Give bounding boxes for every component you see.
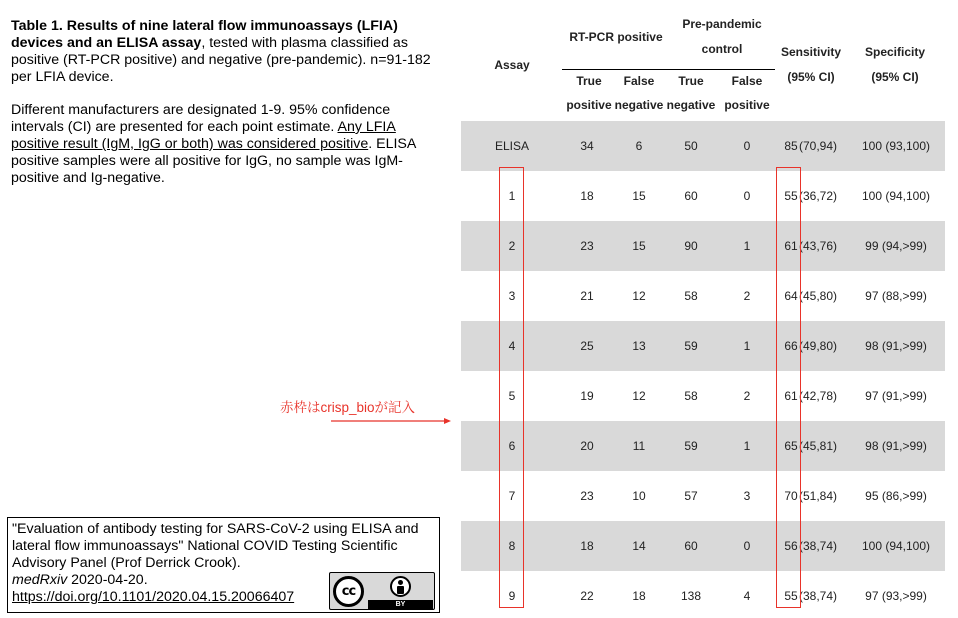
header-false-negative-2: negative (614, 98, 664, 112)
cell-sensitivity-ci: (38,74) (799, 589, 838, 603)
cell-sensitivity: 64 (784, 289, 798, 303)
header-true-negative-2: negative (666, 98, 716, 112)
header-rtpcr-positive: RT-PCR positive (569, 30, 663, 44)
table-row (461, 271, 945, 321)
caption-paragraph-2 (11, 102, 441, 187)
cell-sensitivity-ci: (49,80) (799, 339, 838, 353)
cc-by-license-badge[interactable] (329, 572, 435, 610)
table-row (461, 471, 945, 521)
cell-false-positive: 1 (743, 339, 751, 353)
header-false-positive-2: positive (724, 98, 770, 112)
cell-assay: 7 (508, 489, 516, 503)
cell-sensitivity-ci: (45,80) (799, 289, 838, 303)
cell-sensitivity: 55 (784, 189, 798, 203)
cell-sensitivity: 55 (784, 589, 798, 603)
header-assay: Assay (494, 58, 530, 72)
table-row (461, 371, 945, 421)
citation-text: "Evaluation of antibody testing for SARS-CoV-2 using ELISA and lateral flow immunoassays" National COVID Testing Scientific Advisory Panel (Prof Derrick Crook). (12, 521, 419, 571)
header-true-negative: True (678, 74, 704, 88)
cell-sensitivity: 61 (784, 389, 798, 403)
red-annotation-text: 赤枠はcrisp_bioが記入 (280, 400, 416, 415)
cell-sensitivity-ci: (45,81) (799, 439, 838, 453)
header-sensitivity-ci: (95% CI) (787, 70, 835, 84)
cell-false-positive: 0 (743, 189, 751, 203)
cell-true-positive: 21 (580, 289, 594, 303)
cell-specificity: 98 (91,>99) (865, 439, 927, 453)
header-rule (562, 69, 775, 70)
cell-assay: 1 (508, 189, 516, 203)
table-row (461, 571, 945, 618)
caption-title: Table 1. Results of nine lateral flow immunoassays (LFIA) devices and an ELISA assay (11, 18, 398, 51)
header-false-negative: False (623, 74, 655, 88)
caption-para2-a: Different manufacturers are designated 1-9. 95% confidence intervals (CI) are presented for each point estimate. (11, 102, 391, 135)
citation-journal: medRxiv (12, 572, 68, 588)
caption-paragraph-1 (11, 18, 441, 86)
cell-sensitivity-ci: (38,74) (799, 539, 838, 553)
cell-false-negative: 12 (632, 289, 646, 303)
cell-specificity: 100 (94,100) (861, 539, 931, 553)
cell-specificity: 97 (91,>99) (865, 389, 927, 403)
table-row (461, 521, 945, 571)
cell-sensitivity: 65 (784, 439, 798, 453)
cell-assay: 3 (508, 289, 516, 303)
header-control: control (701, 42, 743, 56)
cell-false-negative: 6 (635, 139, 643, 153)
cell-assay: 4 (508, 339, 516, 353)
cell-false-positive: 3 (743, 489, 751, 503)
cell-false-positive: 2 (743, 389, 751, 403)
cell-true-positive: 23 (580, 489, 594, 503)
header-specificity: Specificity (864, 45, 926, 59)
cell-specificity: 97 (93,>99) (865, 589, 927, 603)
cc-icon: cc (333, 576, 364, 607)
cell-true-positive: 34 (580, 139, 594, 153)
cell-true-negative: 60 (684, 539, 698, 553)
by-label: BY (368, 600, 433, 609)
cell-sensitivity-ci: (51,84) (799, 489, 838, 503)
cell-false-positive: 0 (743, 139, 751, 153)
header-false-positive: False (731, 74, 763, 88)
cell-false-negative: 15 (632, 239, 646, 253)
cell-false-negative: 12 (632, 389, 646, 403)
cell-true-positive: 19 (580, 389, 594, 403)
cell-false-positive: 4 (743, 589, 751, 603)
cell-true-negative: 50 (684, 139, 698, 153)
cell-true-positive: 23 (580, 239, 594, 253)
cell-true-positive: 25 (580, 339, 594, 353)
header-sensitivity: Sensitivity (780, 45, 842, 59)
header-true-positive: True (576, 74, 602, 88)
annotation-arrow-icon (331, 414, 451, 428)
cell-specificity: 100 (94,100) (861, 189, 931, 203)
cell-assay: ELISA (494, 139, 530, 153)
citation-doi-link[interactable]: https://doi.org/10.1101/2020.04.15.20066407 (12, 589, 295, 605)
cell-false-negative: 18 (632, 589, 646, 603)
cell-sensitivity-ci: (36,72) (799, 189, 838, 203)
red-highlight-box-assay (499, 167, 524, 608)
cell-specificity: 98 (91,>99) (865, 339, 927, 353)
cell-assay: 5 (508, 389, 516, 403)
cell-true-positive: 22 (580, 589, 594, 603)
table-row (461, 221, 945, 271)
cell-assay: 9 (508, 589, 516, 603)
cell-sensitivity-ci: (42,78) (799, 389, 838, 403)
red-highlight-box-sensitivity (776, 167, 801, 608)
cell-specificity: 100 (93,100) (861, 139, 931, 153)
table-row (461, 421, 945, 471)
attribution-person-icon (390, 576, 411, 597)
cell-false-positive: 1 (743, 439, 751, 453)
cell-false-negative: 15 (632, 189, 646, 203)
header-specificity-ci: (95% CI) (871, 70, 919, 84)
cell-true-negative: 59 (684, 339, 698, 353)
cell-sensitivity: 56 (784, 539, 798, 553)
cell-specificity: 99 (94,>99) (865, 239, 927, 253)
cell-false-positive: 2 (743, 289, 751, 303)
cell-assay: 8 (508, 539, 516, 553)
cell-sensitivity-ci: (43,76) (799, 239, 838, 253)
cell-specificity: 95 (86,>99) (865, 489, 927, 503)
caption-para2-b: . ELISA positive samples were all positive for IgG, no sample was IgM-positive and Ig-negative. (11, 136, 416, 186)
cell-false-positive: 1 (743, 239, 751, 253)
cell-false-positive: 0 (743, 539, 751, 553)
caption-para2-underlined: Any LFIA positive result (IgM, IgG or both) was considered positive (11, 119, 396, 152)
table-caption (11, 18, 441, 187)
cell-specificity: 97 (88,>99) (865, 289, 927, 303)
table-row (461, 321, 945, 371)
cell-sensitivity: 66 (784, 339, 798, 353)
caption-title-rest: , tested with plasma classified as positive (RT-PCR positive) and negative (pre-pandemic). n=91-182 per LFIA device. (11, 35, 431, 85)
cell-true-negative: 58 (684, 289, 698, 303)
cell-sensitivity: 85 (784, 139, 798, 153)
citation-date: 2020-04-20. (67, 572, 148, 588)
cell-true-negative: 59 (684, 439, 698, 453)
cell-true-positive: 18 (580, 539, 594, 553)
cell-assay: 6 (508, 439, 516, 453)
cell-sensitivity-ci: (70,94) (799, 139, 838, 153)
table-row (461, 121, 945, 171)
cell-false-negative: 11 (632, 439, 646, 453)
cell-sensitivity: 70 (784, 489, 798, 503)
cell-false-negative: 13 (632, 339, 646, 353)
cell-true-negative: 57 (684, 489, 698, 503)
cell-assay: 2 (508, 239, 516, 253)
header-true-positive-2: positive (566, 98, 612, 112)
cell-true-positive: 18 (580, 189, 594, 203)
cell-true-negative: 58 (684, 389, 698, 403)
cell-false-negative: 10 (632, 489, 646, 503)
header-prepandemic: Pre-pandemic (682, 17, 762, 31)
cell-false-negative: 14 (632, 539, 646, 553)
cell-true-negative: 138 (680, 589, 702, 603)
cell-true-negative: 60 (684, 189, 698, 203)
table-row (461, 171, 945, 221)
cell-true-positive: 20 (580, 439, 594, 453)
cell-sensitivity: 61 (784, 239, 798, 253)
cell-true-negative: 90 (684, 239, 698, 253)
